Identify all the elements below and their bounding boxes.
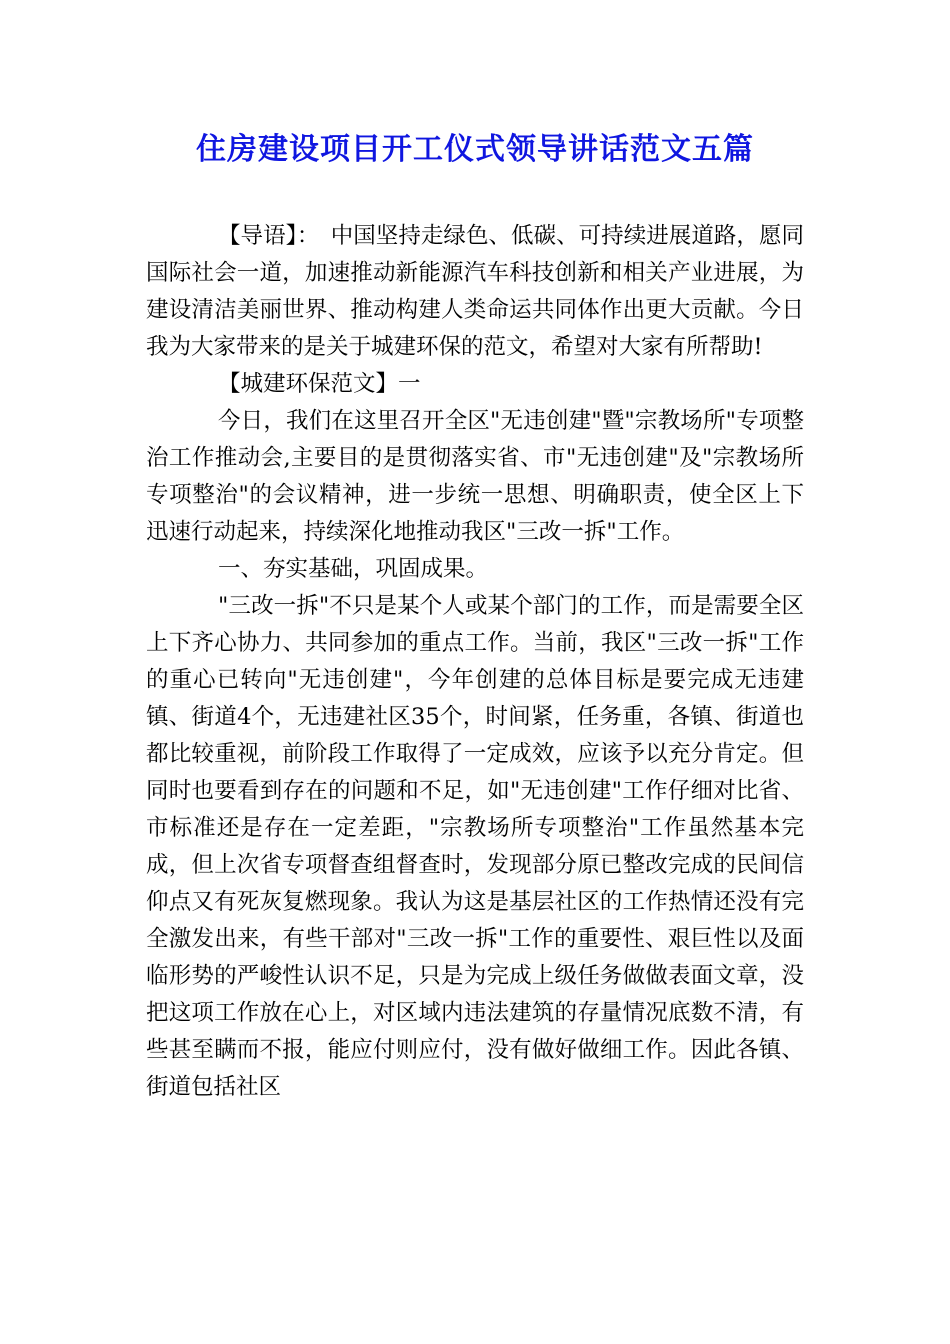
paragraph-section-heading: 【城建环保范文】一 — [218, 371, 421, 397]
document-title: 住房建设项目开工仪式领导讲话范文五篇 — [196, 132, 754, 167]
paragraph-intro: 【导语】： 中国坚持走绿色、低碳、可持续进展道路，愿同国际社会一道，加速推动新能源汽车科技创新和相关产业进展，为建设清洁美丽世界、推动构建人类命运共同体作出更大贡献。今日我为大家带来的是关于城建环保的范文，希望对大家有所帮助! — [146, 223, 804, 360]
paragraph-point-one-body: "三改一拆"不只是某个人或某个部门的工作，而是需要全区上下齐心协力、共同参加的重点工作。当前，我区"三改一拆"工作的重心已转向"无违创建"，今年创建的总体目标是要完成无违建镇、街道4个，无违建社区35个，时间紧，任务重，各镇、街道也都比较重视，前阶段工作取得了一定成效，应该予以充分肯定。但同时也要看到存在的问题和不足，如"无违创建"工作仔细对比省、市标准还是存在一定差距，"宗教场所专项整治"工作虽然基本完成，但上次省专项督查组督查时，发现部分原已整改完成的民间信仰点又有死灰复燃现象。我认为这是基层社区的工作热情还没有完全激发出来，有些干部对"三改一拆"工作的重要性、艰巨性以及面临形势的严峻性认识不足，只是为完成上级任务做做表面文章，没把这项工作放在心上，对区域内违法建筑的存量情况底数不清，有些甚至瞒而不报，能应付则应付，没有做好做细工作。因此各镇、街道包括社区 — [146, 593, 804, 1100]
paragraph-point-one-heading: 一、夯实基础，巩固成果。 — [218, 556, 489, 582]
paragraph-opening: 今日，我们在这里召开全区"无违创建"暨"宗教场所"专项整治工作推动会,主要目的是贯彻落实省、市"无违创建"及"宗教场所专项整治"的会议精神，进一步统一思想、明确职责，使全区上下迅速行动起来，持续深化地推动我区"三改一拆"工作。 — [146, 408, 804, 545]
document-body — [146, 218, 804, 1106]
